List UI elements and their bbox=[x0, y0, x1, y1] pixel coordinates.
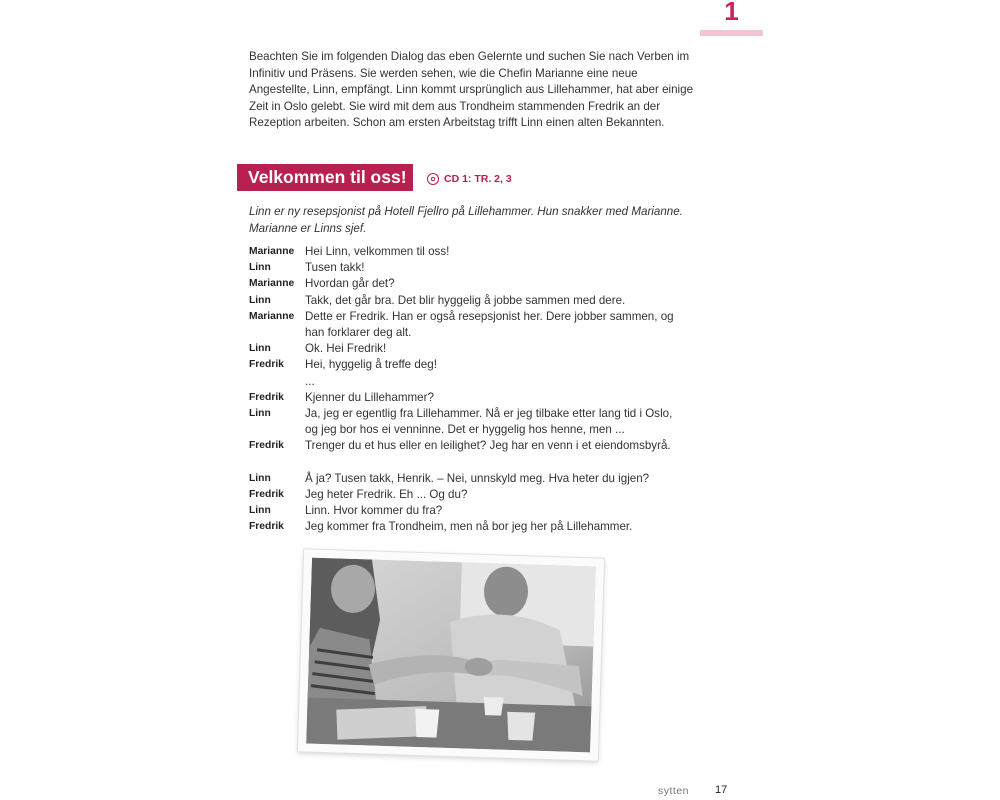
dialog-line bbox=[249, 374, 699, 390]
speaker: Linn bbox=[249, 505, 271, 517]
dialog-line bbox=[249, 438, 699, 454]
page-number: 17 bbox=[715, 784, 728, 796]
speaker: Fredrik bbox=[249, 359, 284, 371]
speech: Linn. Hvor kommer du fra? bbox=[305, 504, 443, 518]
speaker: Marianne bbox=[249, 246, 295, 257]
speaker: Fredrik bbox=[249, 521, 284, 533]
speaker: Fredrik bbox=[249, 440, 284, 452]
speech: Jeg kommer fra Trondheim, men nå bor jeg her på Lillehammer. bbox=[305, 520, 633, 534]
speech: Hei Linn, velkommen til oss! bbox=[305, 245, 450, 258]
cd-reference bbox=[427, 173, 512, 185]
speech: Trenger du et hus eller en leilighet? Jeg har en venn i et eiendomsbyrå. bbox=[305, 439, 671, 453]
cd-icon bbox=[427, 173, 439, 185]
speech: Hei, hyggelig å treffe deg! bbox=[305, 358, 437, 372]
dialog-line bbox=[249, 519, 699, 535]
speech: ... bbox=[305, 374, 315, 388]
cd-label: CD 1: TR. 2, 3 bbox=[444, 173, 512, 185]
speech: Jeg heter Fredrik. Eh ... Og du? bbox=[305, 487, 468, 501]
dialog-line bbox=[249, 276, 699, 292]
dialog-line bbox=[249, 260, 699, 276]
speech: Takk, det går bra. Det blir hyggelig å jobbe sammen med dere. bbox=[305, 293, 626, 307]
scene-description: Linn er ny resepsjonist på Hotell Fjellro på Lillehammer. Hun snakker med Marianne. Marianne er Linns sjef. bbox=[249, 205, 683, 235]
speech: Dette er Fredrik. Han er også resepsjonist her. Dere jobber sammen, og han forklarer deg alt. bbox=[305, 309, 674, 340]
page-word: sytten bbox=[658, 785, 690, 797]
speaker: Marianne bbox=[249, 278, 295, 290]
speaker: Fredrik bbox=[249, 391, 284, 403]
chapter-number: 1 bbox=[724, 0, 739, 26]
speech: Ok. Hei Fredrik! bbox=[305, 342, 387, 356]
speech: Kjenner du Lillehammer? bbox=[305, 390, 434, 404]
speaker: Linn bbox=[249, 408, 271, 420]
speech: Hvordan går det? bbox=[305, 277, 395, 291]
speaker bbox=[249, 374, 305, 390]
handshake-illustration bbox=[306, 558, 596, 753]
dialog-line bbox=[249, 503, 699, 519]
speaker: Fredrik bbox=[249, 488, 284, 500]
intro-paragraph: Beachten Sie im folgenden Dialog das eben Gelernte und suchen Sie nach Verben im Infinitiv und Präsens. Sie werden sehen, wie die Chefin Marianne eine neue Angestellte, Linn, empfängt. Linn kommt ursprünglich aus Lillehammer, hat aber einige Zeit in Oslo gelebt. Sie wird mit dem aus Trondheim stammenden Fredrik an der Rezeption arbeiten. Schon am ersten Arbeitstag trifft Linn einen alten Bekannten. bbox=[249, 50, 694, 129]
dialog-line bbox=[249, 471, 699, 487]
chapter-bar bbox=[700, 30, 763, 36]
dialog-line bbox=[249, 341, 699, 357]
dialog-gap bbox=[249, 455, 699, 471]
speaker: Linn bbox=[249, 343, 271, 355]
speech: Tusen takk! bbox=[305, 261, 365, 275]
speaker: Linn bbox=[249, 294, 271, 306]
speaker: Linn bbox=[249, 262, 271, 274]
dialog-line bbox=[249, 309, 699, 341]
speech: Å ja? Tusen takk, Henrik. – Nei, unnskyld meg. Hva heter du igjen? bbox=[305, 471, 650, 485]
dialog-line bbox=[249, 293, 699, 309]
speaker: Marianne bbox=[249, 310, 295, 322]
dialog-line bbox=[249, 487, 699, 503]
dialog-line bbox=[249, 406, 699, 438]
section-title: Velkommen til oss! bbox=[237, 164, 413, 191]
speaker: Linn bbox=[249, 472, 271, 484]
handshake-photo bbox=[298, 549, 604, 760]
dialog-line bbox=[249, 244, 699, 260]
dialog bbox=[249, 244, 699, 535]
dialog-line bbox=[249, 390, 699, 406]
dialog-line bbox=[249, 357, 699, 373]
speech: Ja, jeg er egentlig fra Lillehammer. Nå er jeg tilbake etter lang tid i Oslo, og jeg bor hos ei venninne. Det er hyggelig hos henne, men ... bbox=[305, 407, 673, 437]
